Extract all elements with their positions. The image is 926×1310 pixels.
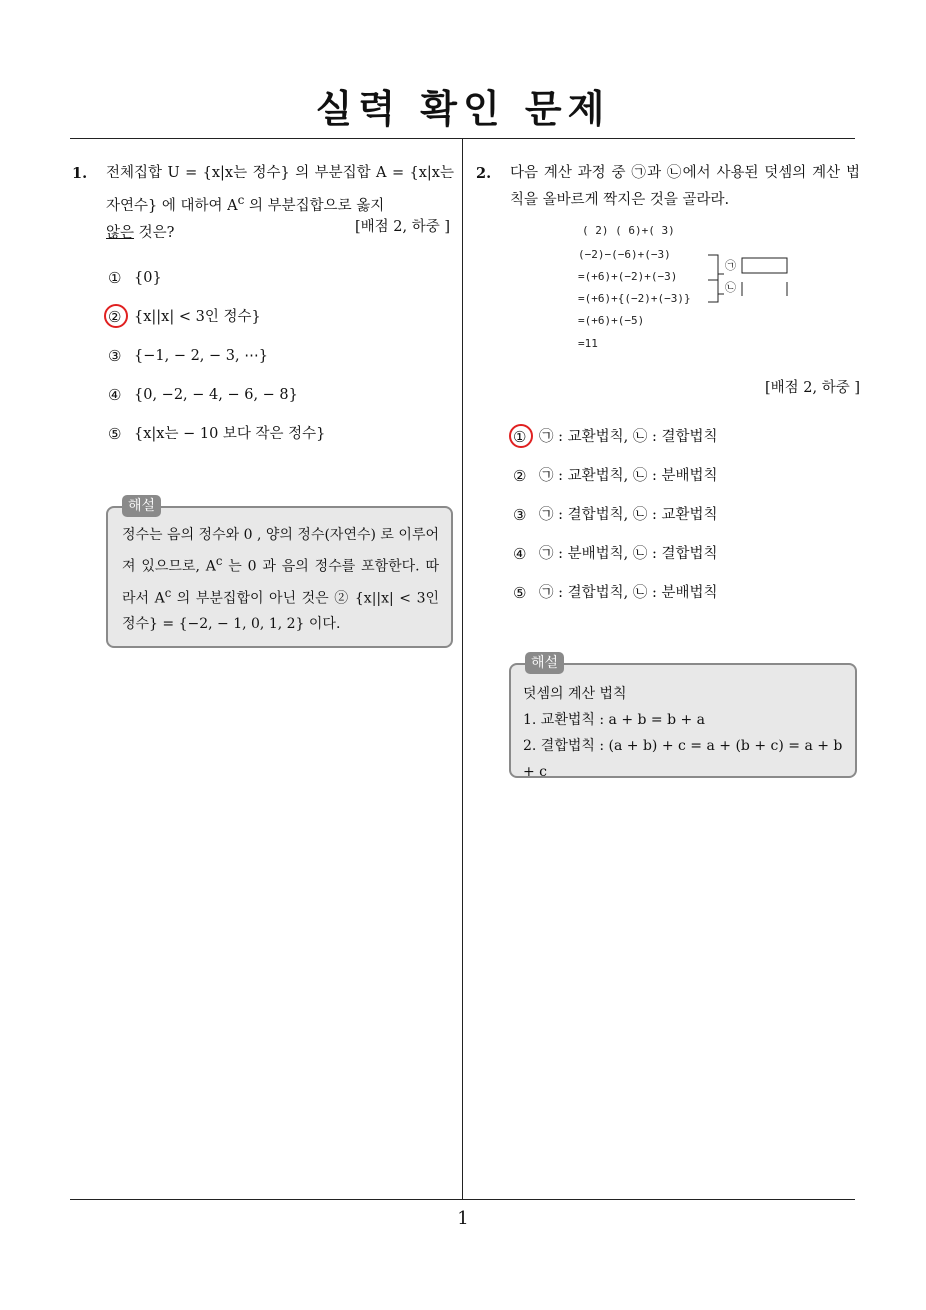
solution-line: 덧셈의 계산 법칙 — [523, 686, 627, 702]
step-label: ㉠ — [725, 259, 736, 272]
choice-option[interactable]: ① {0} — [108, 269, 162, 287]
solution-box — [509, 655, 857, 780]
choice-option[interactable]: ③ {−1, − 2, − 3, ⋯} — [108, 347, 268, 365]
choice-option[interactable]: ② {x||x| < 3인 정수} — [108, 307, 325, 346]
answer-blank — [742, 282, 787, 296]
solution-tag: 해설 — [525, 652, 564, 674]
score-label: [배점 2, 하중 ] — [354, 219, 450, 235]
question-text: 다음 계산 과정 중 ㉠과 ㉡에서 사용된 덧셈의 계산 법칙을 올바르게 짝지은 것을 골라라. — [510, 165, 860, 208]
choice-option[interactable]: ② ㉠ : 교환법칙, ㉡ : 분배법칙 — [513, 467, 718, 485]
page-title: 실력 확인 문제 — [315, 87, 611, 131]
solution-box — [106, 498, 453, 648]
solution-line: 2. 결합법칙 : (a + b) + c = a + (b + c) = a + b + c — [523, 738, 843, 780]
choice-option[interactable]: ③ ㉠ : 결합법칙, ㉡ : 교환법칙 — [513, 506, 718, 524]
calc-line: =(+6)+{(−2)+(−3)} — [578, 292, 691, 305]
choice-option[interactable]: ① ㉠ : 교환법칙, ㉡ : 결합법칙 — [513, 427, 717, 466]
choice-option[interactable]: ④ ㉠ : 분배법칙, ㉡ : 결합법칙 — [513, 545, 718, 563]
calc-header: ( 2) ( 6)+( 3) — [582, 224, 675, 237]
solution-text: 정수는 음의 정수와 0 , 양의 정수(자연수) 로 이루어져 있으므로, $A^c$ 는 0 과 음의 정수를 포함한다. 따라서 $A^c$ 의 부분집합이 아닌 것은 ② {x||x| < 3인 정수} = {−2, − 1, 0, 1, 2} 이다. — [122, 527, 440, 633]
calc-line: =(+6)+(−2)+(−3) — [578, 270, 678, 283]
answer-blank — [742, 258, 787, 273]
footer-rule — [70, 1199, 855, 1200]
question-number: 1. — [72, 165, 88, 182]
solution-tag: 해설 — [122, 495, 161, 517]
question-1 — [72, 160, 454, 247]
calculation-diagram — [570, 222, 800, 354]
choice-list — [108, 268, 325, 463]
step-bracket — [708, 280, 724, 302]
choice-option[interactable]: ⑤ ㉠ : 결합법칙, ㉡ : 분배법칙 — [513, 584, 718, 602]
calc-line: =11 — [578, 337, 598, 350]
calc-line: =(+6)+(−5) — [578, 314, 645, 327]
page-number: 1 — [457, 1208, 469, 1229]
question-number: 2. — [476, 165, 492, 182]
step-label: ㉡ — [725, 281, 736, 294]
column-divider — [462, 138, 463, 1200]
choice-list — [513, 427, 717, 622]
score-label: [배점 2, 하중 ] — [764, 380, 860, 396]
emphasis-text: 않은 — [106, 224, 135, 241]
question-text: 전체집합 U = {x|x는 정수} 의 부분집합 A = {x|x는 자연수} 에 대하여 $A^c$ 의 부분집합으로 옳지 않은 것은? — [106, 165, 454, 241]
choice-option[interactable]: ⑤ {x|x는 − 10 보다 작은 정수} — [108, 425, 326, 443]
step-bracket — [708, 255, 724, 280]
solution-line: 1. 교환법칙 : a + b = b + a — [523, 712, 706, 728]
calc-line: (−2)−(−6)+(−3) — [578, 248, 671, 261]
choice-option[interactable]: ④ {0, −2, − 4, − 6, − 8} — [108, 386, 298, 404]
